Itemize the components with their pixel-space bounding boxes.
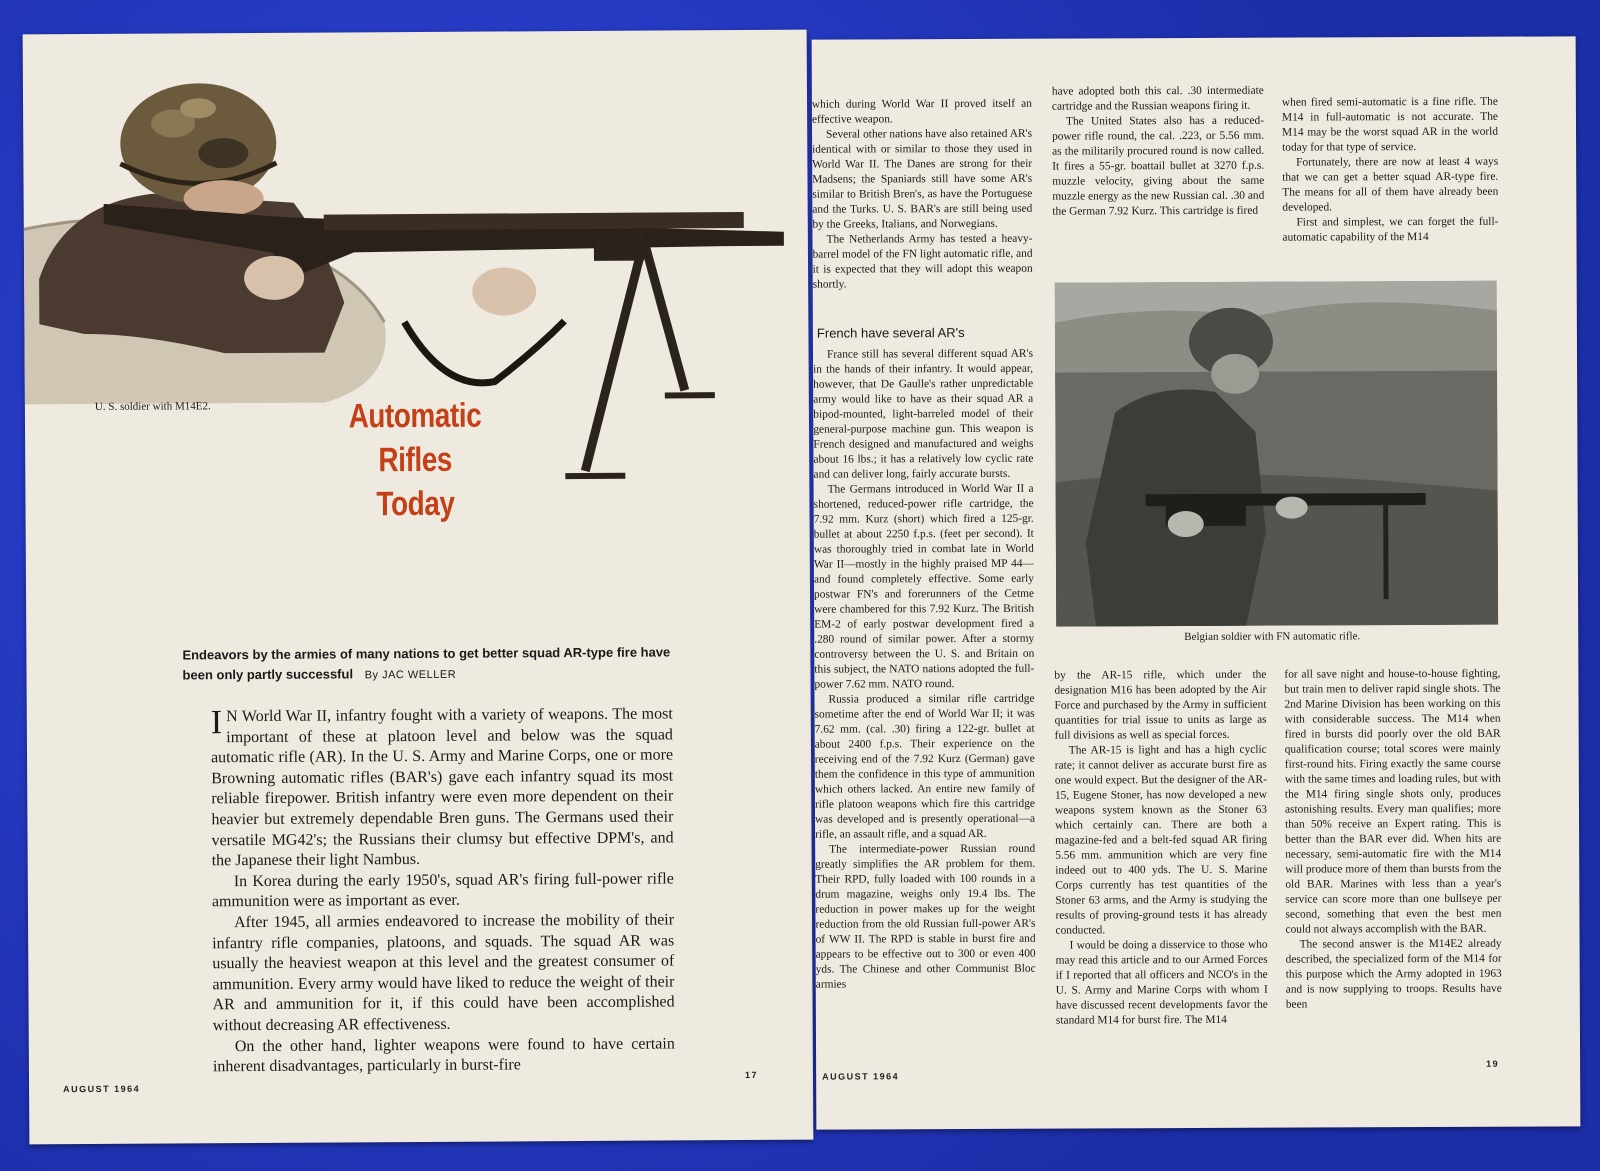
page-number: 17 (744, 1069, 759, 1081)
right-page (812, 36, 1581, 1129)
body-paragraph: have adopted both this cal. .30 intermediate cartridge and the Russian weapons firing it. (1051, 84, 1264, 113)
belgian-soldier-photo (1055, 281, 1498, 627)
body-paragraph: when fired semi-automatic is a fine rifle. The M14 in full-automatic is not accurate. The M14 may be the worst squad AR in the world today for that type of service. (1281, 95, 1499, 154)
column-1-top (812, 97, 1033, 344)
title-line: Today (376, 484, 455, 524)
first-paragraph-text: N World War II, infantry fought with a variety of weapons. The most important of these at platoon level and below was the squad automatic rifle (AR). In the U. S. Army and Marine Corps, one or more Browning automatic rifles (BAR's) gave each infantry squad its most reliable firepower. British infantry were even more dependent on their heavier but extremely dependable Bren guns. The Germans used their versatile MG42's; the Russians their clumsy but effective DPM's, and the Japanese their light Nambus. (210, 705, 674, 870)
body-paragraph: I would be doing a disservice to those who may read this article and to our Armed Forces if I reported that all officers and NCO's in the U. S. Army and Marine Corps with whom I have discussed recent developments favor the standard M14 for burst fire. The M14 (1055, 938, 1268, 1027)
column-3-bottom (1284, 667, 1502, 1088)
body-paragraph: On the other hand, lighter weapons were found to have certain inherent disadvantages, particularly in burst-fire (212, 1034, 675, 1076)
body-paragraph: The Netherlands Army has tested a heavy-barrel model of the FN light automatic rifle, and it is expected that they will adopt this weapon shortly. (812, 232, 1033, 291)
body-paragraph: The AR-15 is light and has a high cyclic rate; it cannot deliver as accurate burst fire as one would expect. But the designer of the AR-15, Eugene Stoner, has now developed a new weapons system known as the Stoner 63 which certainly can. There are both a magazine-fed and a belt-fed squad AR firing 5.56 mm. ammunition which are very fine indeed out to 400 yds. The U. S. Marine Corps currently has test quantities of the Stoner 63 arms, and the Army is studying the results of proving-ground tests it has already conducted. (1054, 743, 1268, 937)
body-paragraph: Several other nations have also retained AR's identical with or similar to those they used in World War II. The Danes are strong for their Madsens; the Spaniards still have some AR's similar to British Bren's, as have the Portuguese and the Turks. U. S. BAR's are still being used by the Greeks, Italians, and Norwegians. (812, 127, 1033, 231)
footer-date: AUGUST 1964 (63, 1083, 141, 1095)
body-paragraph: After 1945, all armies endeavored to increase the mobility of their infantry rifle companies, platoons, and squads. The squad AR was usually the heaviest weapon at this level and the greatest consumer of ammunition. Every army would have liked to reduce the weight of their AR and ammunition for it, if this could have been accomplished without decreasing AR effectiveness. (212, 911, 675, 1035)
deck-text: Endeavors by the armies of many nations to get better squad AR-type fire have been only partly successful (182, 644, 671, 683)
article-title (333, 394, 498, 527)
body-paragraph: France still has several different squad AR's in the hands of their infantry. It would appear, however, that De Gaulle's rather unpredictable army would like to have as their squad AR a bipod-mounted, light-barreled model of their general-purpose machine gun. This weapon is French designed and manufactured and weighs about 16 lbs.; it has a relatively low cyclic rate and can deliver long, fairly accurate bursts. (813, 347, 1034, 481)
photo-caption: U. S. soldier with M14E2. (94, 400, 211, 413)
body-paragraph: by the AR-15 rifle, which under the designation M16 has been adopted by the Air Force and purchased by the Army in sufficient quantities for trial issue to units as large as full divisions as well as special forces. (1054, 668, 1267, 742)
body-paragraph: Fortunately, there are now at least 4 ways that we can get a better squad AR-type fire. The means for all of them have already been developed. (1282, 155, 1499, 214)
body-paragraph (211, 704, 674, 872)
column-2-top (1052, 84, 1265, 285)
body-paragraph: In Korea during the early 1950's, squad AR's firing full-power rifle ammunition were as important as ever. (211, 870, 674, 911)
dropcap: I (210, 704, 223, 742)
body-paragraph: The United States also has a reduced-power rifle round, the cal. .223, or 5.56 mm. as the militarily procured round is now called. It fires a 55-gr. boattail bullet at 3270 f.p.s. muzzle velocity, giving about the same muzzle energy as the new Russian cal. .30 and the German 7.92 Kurz. This cartridge is fired (1052, 114, 1265, 218)
page-number: 19 (1486, 1058, 1500, 1069)
body-paragraph: First and simplest, we can forget the full-automatic capability of the M14 (1282, 215, 1499, 244)
body-paragraph: The intermediate-power Russian round greatly simplifies the AR problem for them. Their RPD, fully loaded with 100 rounds in a drum magazine, weighs only 19.4 lbs. The reduction in power makes up for the weight reduction from the old Russian full-power AR's of WW II. The RPD is stable in burst fire and appears to be effective out to 300 or even 400 yds. The Chinese and other Communist Bloc armies (815, 842, 1036, 991)
article-deck (182, 642, 672, 686)
body-paragraph: Russia produced a similar rifle cartridge sometime after the end of World War II; it was 7.62 mm. (cal. .30) firing a 122-gr. bullet at about 2400 f.p.s. Their experience on the receiving end of the 7.92 Kurz (German) gave them the confidence in this type of ammunition which others lacked. An entire new family of rifle platoon weapons which fire this cartridge was developed and is presently operational—a rifle, an assault rifle, and a squad AR. (814, 692, 1036, 841)
photo-caption: Belgian soldier with FN automatic rifle. (1184, 630, 1361, 644)
column-3-top (1282, 95, 1499, 286)
body-paragraph: for all save night and house-to-house fighting, but train men to deliver rapid single shots. The 2nd Marine Division has been working on this with considerable success. The M14 when fired in bursts did poorly over the old BAR qualification course; total scores were mainly first-round hits. Firing exactly the same course with the same times and loading rules, but with the M14 firing single shots only, produces astonishing results. Every man qualifies; more than 50% receive an Expert rating. This is better than the BAR ever did. When hits are necessary, semi-automatic fire with the M14 will produce more of them than bursts from the old BAR. Marines with less than a year's service can score more than one bullseye per second, something that even the best men could not always accomplish with the BAR. (1284, 667, 1502, 936)
left-page (23, 30, 814, 1145)
footer-date: AUGUST 1964 (822, 1071, 900, 1082)
section-subhead: French have several AR's (816, 325, 965, 341)
body-paragraph: The Germans introduced in World War II a shortened, reduced-power rifle cartridge, the 7.92 mm. Kurz (short) which fired a 125-gr. bullet at about 2250 f.p.s. (feet per second). It was thoroughly tried in combat late in World War II—mostly in the highly praised MP 44—and found completely effective. Some early postwar FN's and forerunners of the Cetme were chambered for this 7.92 Kurz. The British EM-2 of early postwar development fired a .280 round of similar power. After a stormy controversy between the U. S. and Britain on this subject, the NATO nations adopted the full-power 7.62 mm. NATO round. (813, 482, 1035, 691)
body-paragraph: which during World War II proved itself an effective weapon. (811, 97, 1032, 126)
title-line: Automatic (348, 396, 482, 436)
byline: By JAC WELLER (364, 668, 457, 682)
title-line: Rifles (378, 440, 453, 480)
intro-body (211, 704, 675, 1107)
column-1-main (813, 347, 1036, 1094)
body-paragraph: The second answer is the M14E2 already described, the specialized form of the M14 for this purpose which the Army adopted in 1963 and is now supplying to troops. Results have been (1285, 937, 1502, 1011)
column-2-bottom (1054, 668, 1268, 1089)
